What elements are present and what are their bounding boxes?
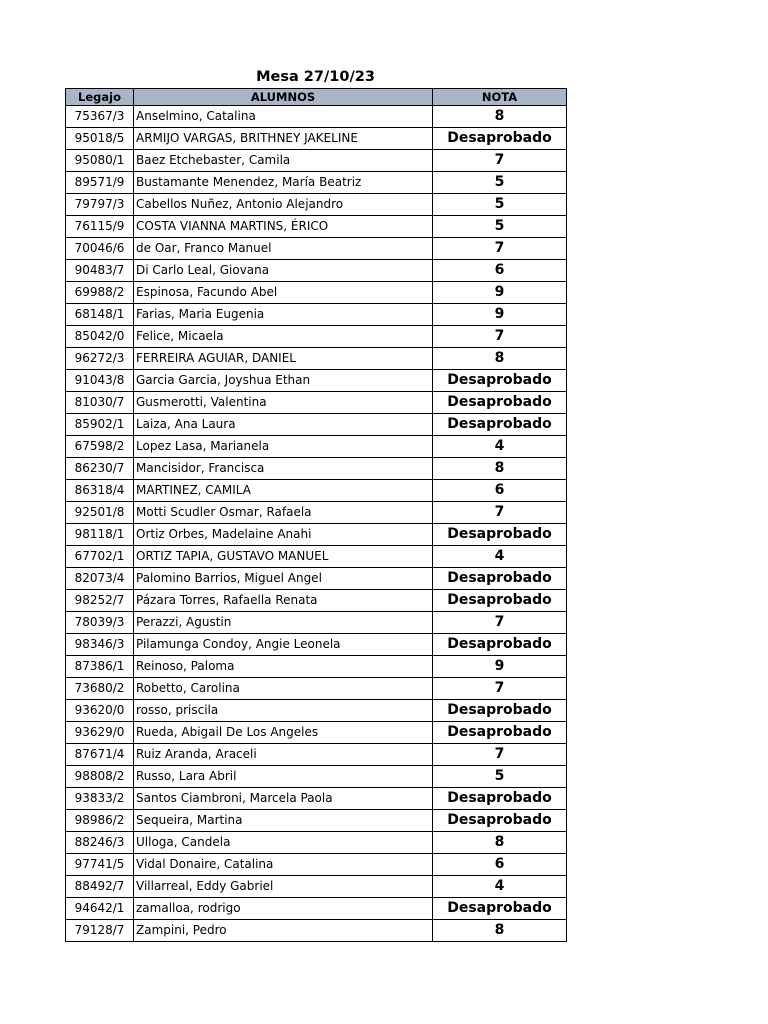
legajo-cell: 78039/3 bbox=[66, 612, 134, 634]
alumno-cell: zamalloa, rodrigo bbox=[134, 898, 433, 920]
table-row bbox=[66, 106, 567, 128]
nota-cell: 7 bbox=[433, 238, 567, 260]
table-row bbox=[66, 590, 567, 612]
legajo-cell: 93833/2 bbox=[66, 788, 134, 810]
legajo-cell: 82073/4 bbox=[66, 568, 134, 590]
alumno-cell: Rueda, Abigail De Los Angeles bbox=[134, 722, 433, 744]
alumno-cell: Robetto, Carolina bbox=[134, 678, 433, 700]
table-row bbox=[66, 810, 567, 832]
alumno-cell: Felice, Micaela bbox=[134, 326, 433, 348]
alumno-cell: Sequeira, Martina bbox=[134, 810, 433, 832]
table-row bbox=[66, 546, 567, 568]
nota-cell: 5 bbox=[433, 172, 567, 194]
header-row bbox=[66, 89, 567, 106]
table-row bbox=[66, 370, 567, 392]
nota-cell: Desaprobado bbox=[433, 634, 567, 656]
table-row bbox=[66, 150, 567, 172]
nota-cell: 4 bbox=[433, 436, 567, 458]
table-row bbox=[66, 172, 567, 194]
nota-cell: Desaprobado bbox=[433, 810, 567, 832]
nota-cell: 6 bbox=[433, 260, 567, 282]
legajo-cell: 86318/4 bbox=[66, 480, 134, 502]
alumno-cell: Pázara Torres, Rafaella Renata bbox=[134, 590, 433, 612]
nota-cell: 9 bbox=[433, 656, 567, 678]
legajo-cell: 79128/7 bbox=[66, 920, 134, 942]
table-row bbox=[66, 766, 567, 788]
nota-cell: 8 bbox=[433, 106, 567, 128]
nota-cell: 9 bbox=[433, 282, 567, 304]
alumno-cell: Mancisidor, Francisca bbox=[134, 458, 433, 480]
alumno-cell: de Oar, Franco Manuel bbox=[134, 238, 433, 260]
sheet-title: Mesa 27/10/23 bbox=[256, 69, 375, 85]
table-row bbox=[66, 722, 567, 744]
table-row bbox=[66, 876, 567, 898]
alumno-cell: Espinosa, Facundo Abel bbox=[134, 282, 433, 304]
nota-cell: Desaprobado bbox=[433, 700, 567, 722]
alumno-cell: Cabellos Nuñez, Antonio Alejandro bbox=[134, 194, 433, 216]
legajo-cell: 98118/1 bbox=[66, 524, 134, 546]
legajo-cell: 92501/8 bbox=[66, 502, 134, 524]
alumno-cell: rosso, priscila bbox=[134, 700, 433, 722]
nota-cell: 7 bbox=[433, 744, 567, 766]
legajo-cell: 76115/9 bbox=[66, 216, 134, 238]
alumno-cell: ORTIZ TAPIA, GUSTAVO MANUEL bbox=[134, 546, 433, 568]
legajo-cell: 93620/0 bbox=[66, 700, 134, 722]
nota-cell: 8 bbox=[433, 832, 567, 854]
table-row bbox=[66, 216, 567, 238]
legajo-cell: 67598/2 bbox=[66, 436, 134, 458]
nota-cell: 7 bbox=[433, 326, 567, 348]
table-row bbox=[66, 502, 567, 524]
alumno-cell: MARTINEZ, CAMILA bbox=[134, 480, 433, 502]
table-row bbox=[66, 128, 567, 150]
legajo-cell: 73680/2 bbox=[66, 678, 134, 700]
table-body bbox=[66, 106, 567, 942]
table-row bbox=[66, 392, 567, 414]
legajo-cell: 96272/3 bbox=[66, 348, 134, 370]
alumno-cell: Vidal Donaire, Catalina bbox=[134, 854, 433, 876]
legajo-cell: 79797/3 bbox=[66, 194, 134, 216]
nota-cell: 8 bbox=[433, 348, 567, 370]
nota-cell: 4 bbox=[433, 876, 567, 898]
nota-cell: Desaprobado bbox=[433, 370, 567, 392]
legajo-cell: 97741/5 bbox=[66, 854, 134, 876]
legajo-cell: 87671/4 bbox=[66, 744, 134, 766]
nota-cell: Desaprobado bbox=[433, 568, 567, 590]
header-nota: NOTA bbox=[433, 89, 567, 106]
table-header bbox=[66, 89, 567, 106]
legajo-cell: 85902/1 bbox=[66, 414, 134, 436]
nota-cell: 7 bbox=[433, 150, 567, 172]
nota-cell: 5 bbox=[433, 216, 567, 238]
alumno-cell: COSTA VIANNA MARTINS, ÉRICO bbox=[134, 216, 433, 238]
legajo-cell: 89571/9 bbox=[66, 172, 134, 194]
nota-cell: 6 bbox=[433, 854, 567, 876]
table-row bbox=[66, 656, 567, 678]
alumno-cell: FERREIRA AGUIAR, DANIEL bbox=[134, 348, 433, 370]
nota-cell: Desaprobado bbox=[433, 788, 567, 810]
nota-cell: Desaprobado bbox=[433, 128, 567, 150]
nota-cell: 4 bbox=[433, 546, 567, 568]
table-row bbox=[66, 832, 567, 854]
legajo-cell: 85042/0 bbox=[66, 326, 134, 348]
legajo-cell: 95018/5 bbox=[66, 128, 134, 150]
table-row bbox=[66, 436, 567, 458]
alumno-cell: Reinoso, Paloma bbox=[134, 656, 433, 678]
table-row bbox=[66, 304, 567, 326]
alumno-cell: Gusmerotti, Valentina bbox=[134, 392, 433, 414]
alumno-cell: ARMIJO VARGAS, BRITHNEY JAKELINE bbox=[134, 128, 433, 150]
header-legajo: Legajo bbox=[66, 89, 134, 106]
legajo-cell: 81030/7 bbox=[66, 392, 134, 414]
nota-cell: Desaprobado bbox=[433, 722, 567, 744]
nota-cell: Desaprobado bbox=[433, 524, 567, 546]
legajo-cell: 93629/0 bbox=[66, 722, 134, 744]
legajo-cell: 98346/3 bbox=[66, 634, 134, 656]
alumno-cell: Anselmino, Catalina bbox=[134, 106, 433, 128]
nota-cell: Desaprobado bbox=[433, 414, 567, 436]
legajo-cell: 91043/8 bbox=[66, 370, 134, 392]
alumno-cell: Di Carlo Leal, Giovana bbox=[134, 260, 433, 282]
alumno-cell: Motti Scudler Osmar, Rafaela bbox=[134, 502, 433, 524]
alumno-cell: Russo, Lara Abril bbox=[134, 766, 433, 788]
grades-sheet bbox=[65, 66, 566, 942]
table-row bbox=[66, 524, 567, 546]
nota-cell: 5 bbox=[433, 766, 567, 788]
table-row bbox=[66, 326, 567, 348]
alumno-cell: Laiza, Ana Laura bbox=[134, 414, 433, 436]
alumno-cell: Ruiz Aranda, Araceli bbox=[134, 744, 433, 766]
alumno-cell: Garcia Garcia, Joyshua Ethan bbox=[134, 370, 433, 392]
table-row bbox=[66, 480, 567, 502]
alumno-cell: Zampini, Pedro bbox=[134, 920, 433, 942]
nota-cell: 8 bbox=[433, 458, 567, 480]
header-alumnos: ALUMNOS bbox=[134, 89, 433, 106]
alumno-cell: Perazzi, Agustin bbox=[134, 612, 433, 634]
legajo-cell: 70046/6 bbox=[66, 238, 134, 260]
nota-cell: 8 bbox=[433, 920, 567, 942]
table-row bbox=[66, 414, 567, 436]
table-row bbox=[66, 458, 567, 480]
legajo-cell: 95080/1 bbox=[66, 150, 134, 172]
legajo-cell: 94642/1 bbox=[66, 898, 134, 920]
grades-table bbox=[65, 88, 567, 942]
nota-cell: 9 bbox=[433, 304, 567, 326]
alumno-cell: Santos Ciambroni, Marcela Paola bbox=[134, 788, 433, 810]
nota-cell: 7 bbox=[433, 502, 567, 524]
legajo-cell: 86230/7 bbox=[66, 458, 134, 480]
table-row bbox=[66, 854, 567, 876]
table-row bbox=[66, 612, 567, 634]
alumno-cell: Ortiz Orbes, Madelaine Anahi bbox=[134, 524, 433, 546]
legajo-cell: 67702/1 bbox=[66, 546, 134, 568]
table-row bbox=[66, 634, 567, 656]
table-row bbox=[66, 568, 567, 590]
table-row bbox=[66, 282, 567, 304]
table-row bbox=[66, 260, 567, 282]
nota-cell: 6 bbox=[433, 480, 567, 502]
alumno-cell: Lopez Lasa, Marianela bbox=[134, 436, 433, 458]
legajo-cell: 98808/2 bbox=[66, 766, 134, 788]
alumno-cell: Palomino Barrios, Miguel Angel bbox=[134, 568, 433, 590]
table-row bbox=[66, 898, 567, 920]
table-row bbox=[66, 348, 567, 370]
alumno-cell: Farias, Maria Eugenia bbox=[134, 304, 433, 326]
alumno-cell: Ulloga, Candela bbox=[134, 832, 433, 854]
nota-cell: 7 bbox=[433, 612, 567, 634]
nota-cell: 5 bbox=[433, 194, 567, 216]
legajo-cell: 90483/7 bbox=[66, 260, 134, 282]
alumno-cell: Villarreal, Eddy Gabriel bbox=[134, 876, 433, 898]
legajo-cell: 87386/1 bbox=[66, 656, 134, 678]
table-row bbox=[66, 788, 567, 810]
legajo-cell: 68148/1 bbox=[66, 304, 134, 326]
alumno-cell: Pilamunga Condoy, Angie Leonela bbox=[134, 634, 433, 656]
nota-cell: Desaprobado bbox=[433, 898, 567, 920]
legajo-cell: 88246/3 bbox=[66, 832, 134, 854]
alumno-cell: Bustamante Menendez, María Beatriz bbox=[134, 172, 433, 194]
table-row bbox=[66, 194, 567, 216]
table-row bbox=[66, 238, 567, 260]
nota-cell: Desaprobado bbox=[433, 392, 567, 414]
table-row bbox=[66, 744, 567, 766]
legajo-cell: 98986/2 bbox=[66, 810, 134, 832]
table-row bbox=[66, 920, 567, 942]
table-row bbox=[66, 700, 567, 722]
nota-cell: 7 bbox=[433, 678, 567, 700]
legajo-cell: 88492/7 bbox=[66, 876, 134, 898]
table-row bbox=[66, 678, 567, 700]
nota-cell: Desaprobado bbox=[433, 590, 567, 612]
legajo-cell: 75367/3 bbox=[66, 106, 134, 128]
legajo-cell: 98252/7 bbox=[66, 590, 134, 612]
legajo-cell: 69988/2 bbox=[66, 282, 134, 304]
alumno-cell: Baez Etchebaster, Camila bbox=[134, 150, 433, 172]
